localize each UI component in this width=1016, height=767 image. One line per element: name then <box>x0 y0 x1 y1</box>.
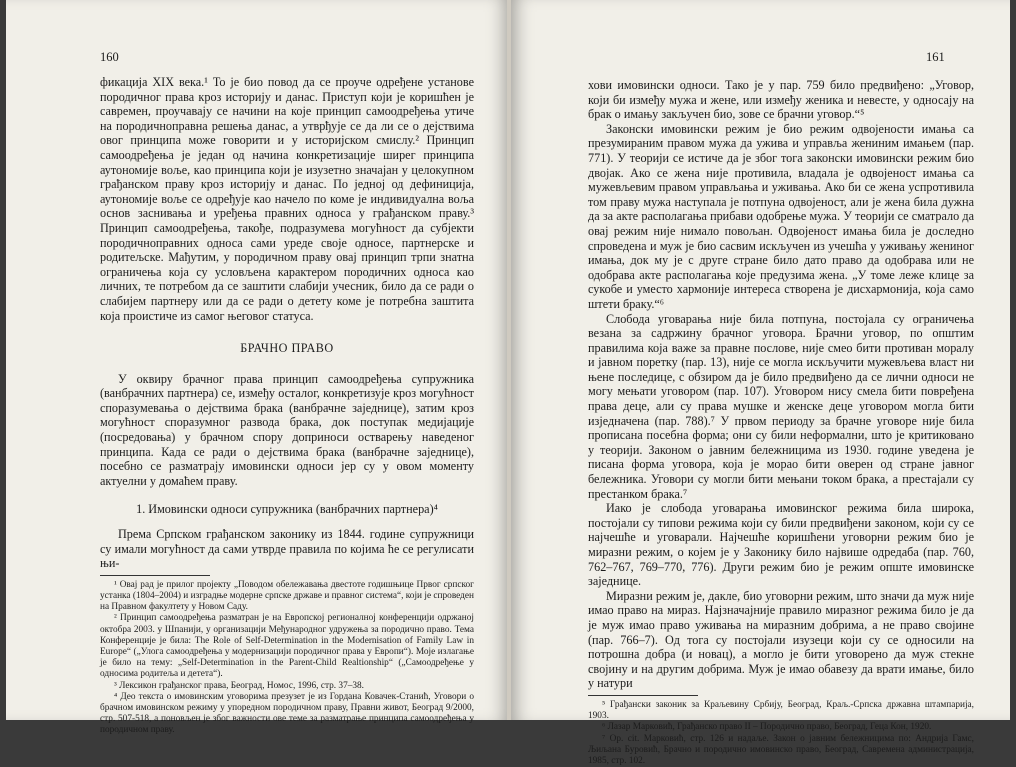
left-paragraph-2: У оквиру брачног права принцип самоодређења супружника (ванбрачних партнера) се, између осталог, конкретизује кроз могућност споразумевања о дејствима брака (ванбрачне заједнице), затим кроз могућност споразумног развода брака, док поступак медијације (посредовања) у брачном спору доприноси остварењу наведеног принципа. Када се ради о дејствима брака (ванбрачне заједнице), посебно се разматрају имовински односи јер су у овом моменту актуелни у домаћем праву. <box>100 371 474 488</box>
page-number-left: 160 <box>100 50 119 64</box>
left-page <box>6 0 509 736</box>
right-page-body <box>588 78 974 767</box>
right-paragraph-5: Миразни режим је, дакле, био уговорни режим, што значи да муж није имао право на мираз. Најзначајније правило миразног режима било је да је муж имао право уживања на миразним добрима, а не право својине (пар. 766–7). Од тога су постојали изузеци који су се односили на потрошна добра (и новац), а могло је бити уговорено да муж стекне својину и на другим добрима. Муж је имао обавезу да врати имање, било у натури <box>588 588 974 691</box>
footnote-rule-right <box>588 695 698 696</box>
footnote-1: ¹ Овај рад је прилог пројекту „Поводом обележавања двестоте годишњице Првог српског устанка (1804–2004) и изградње модерне српске државе и правног система“, који је спроведен на Правном факултету у Новом Саду. <box>100 579 474 613</box>
right-paragraph-4: Иако је слобода уговарања имовинског режима била широка, постојали су типови режима који су били предвиђени законом, који су се најчешће и уговарали. Најчешће коришћени уговорни режим био је миразни режим, о којем је у Законику било највише одредаба (пар. 760, 762–767, 769–770, 776). Други режим био је режим опште имовинске заједнице. <box>588 501 974 589</box>
left-page-body <box>100 75 474 737</box>
footnote-4: ⁴ Део текста о имовинским уговорима презузет је из Гордана Ковачек-Станић, Уговори о брачном имовинском режиму у упоредном породичном праву, Правни живот, Београд 9/2000, стр. 507-518, а поновљен је због важности ове теме за разматрање принципа самоодређења у породичном праву. <box>100 691 474 736</box>
subsection-heading: 1. Имовински односи супружника (ванбрачних партнера)⁴ <box>136 502 438 517</box>
footnote-7: ⁷ Op. cit. Марковић, стр. 126 и надаље. Закон о јавним бележницима по: Андрија Гамс, Љиљана Буровић, Брачно и породично имовинско право, Београд, Савремена администрација, 1985, стр. 102. <box>588 733 974 766</box>
footnote-6: ⁶ Лазар Марковић, Грађанско право II – Породично право, Београд, Геца Кон, 1920. <box>602 722 932 733</box>
right-paragraph-2: Законски имовински режим је био режим одвојености имања са презумираним правом мужа да ужива и управља жениним имањем (пар. 771). У теорији се истиче да је због тога законски имовински режим био двојак. Ако се жена није противила, владала је одвојеност имања са мужевљевим правом управљања и уживања. Ако би се жена успротивила том праву мужа наступала је потпуна одвојеност, али је жена била дужна да за акте располагања прибави одобрење мужа. У теорији се сматрало да овај режим није нимало повољан. Одвојеност имања била је доследно спроведена и муж је био сасвим искључен из учешћа у уживању жениног имања, док му је с друге стране било дато право да одобрава или не одобрава акте располагања које предузима жена. „У томе леже клице за сукобе и уместо хармоније интереса створена је дисхармонија, која само штети браку.“⁶ <box>588 121 974 311</box>
page-number-right: 161 <box>926 50 945 64</box>
right-page <box>511 0 1010 766</box>
section-heading: БРАЧНО ПРАВО <box>240 341 334 356</box>
footnote-3: ³ Лексикон грађанског права, Београд, Номос, 1996, стр. 37–38. <box>114 680 364 691</box>
left-paragraph-3: Према Српском грађанском законику из 1844. године супружници су имали могућност да сами утврде правила по којима ће се регулисати њи- <box>100 527 474 571</box>
footnote-5: ⁵ Грађански законик за Краљевину Србију, Београд, Краљ.-Српска државна штампарија, 1903. <box>588 699 974 722</box>
footnote-rule-left <box>100 575 210 576</box>
right-paragraph-3: Слобода уговарања није била потпуна, постојала су ограничења везана за садржину брачног уговора. Брачни уговор, по општим правилима која важе за правне послове, није смео бити противан моралу и јавном поретку (пар. 13), није се могла искључити мужевљева власт ни њене последице, с обзиром да је било предвиђено да се лични односи не могу мењати уговором (пар. 107). Уговором нису смела бити повређена права деце, али су права мушке и женске деце уговором могла бити изједначена (пар. 788).⁷ У првом периоду за брачне уговоре није била прописана посебна форма; они су били неформални, што је критиковано у теорији. Законом о јавним бележницима из 1930. године уведена је писана форма уговора, која је морао бити оверен од стране јавног бележника. Уговори су могли бити мењани током брака, а престајали су престанком брака.⁷ <box>588 311 974 501</box>
footnote-2: ² Принцип самоодређења разматран је на Европској регионалној конференцији одржаној октобра 2003. у Шпанији, у организацији Међународног удружења за породично право. Тема Конференције је била: The Role of Self-Determination in the Modernisation of Family Law in Europe“ („Улога самоодређења у модернизацији породичног права у Европи“). Моје излагање је било на тему: „Self-Determination in the Parent-Child Realtionship“ („Самоодређење у односима родитеља и детета“). <box>100 613 474 680</box>
left-paragraph-1: фикација XIX века.¹ То је био повод да се проуче одређене установе породичног права кроз историју и данас. Приступ који је коришћен је савремен, проучавају се начини на које принцип самоодређења утиче на породичноправна решења данас, а утврђује се да ли се о дејствима овог принципа може говорити и у историјском смислу.² Принцип самоодређења је један од начина конкретизације ширег принципа аутономије воље, као принципа који је изузетно значајан у целокупном грађанском праву кроз историју и данас. По једној од дефиниција, аутономије воље се одређује као начело по коме је индивидуална воља основ заснивања и уређења правних односа у грађанском праву.³ Принцип самоодређења, такође, подразумева могућност да субјекти породичноправних односа сами уреде своје односе, партнерске и родитељске. Мађутим, у породичном праву овај принцип трпи знатна ограничења која су условљена карактером породичних односа као личних, те потребом да се заштити слабији учесник, било да се ради о слабијем партнеру или да се ради о детету коме је потребна заштита која проистиче из самог његовог статуса. <box>100 75 474 323</box>
right-paragraph-1: хови имовински односи. Тако је у пар. 759 било предвиђено: „Уговор, који би између мужа и жене, или између женика и невесте, у односају на брак о имању закључен био, зове се брачни уговор.“⁵ <box>588 78 974 122</box>
